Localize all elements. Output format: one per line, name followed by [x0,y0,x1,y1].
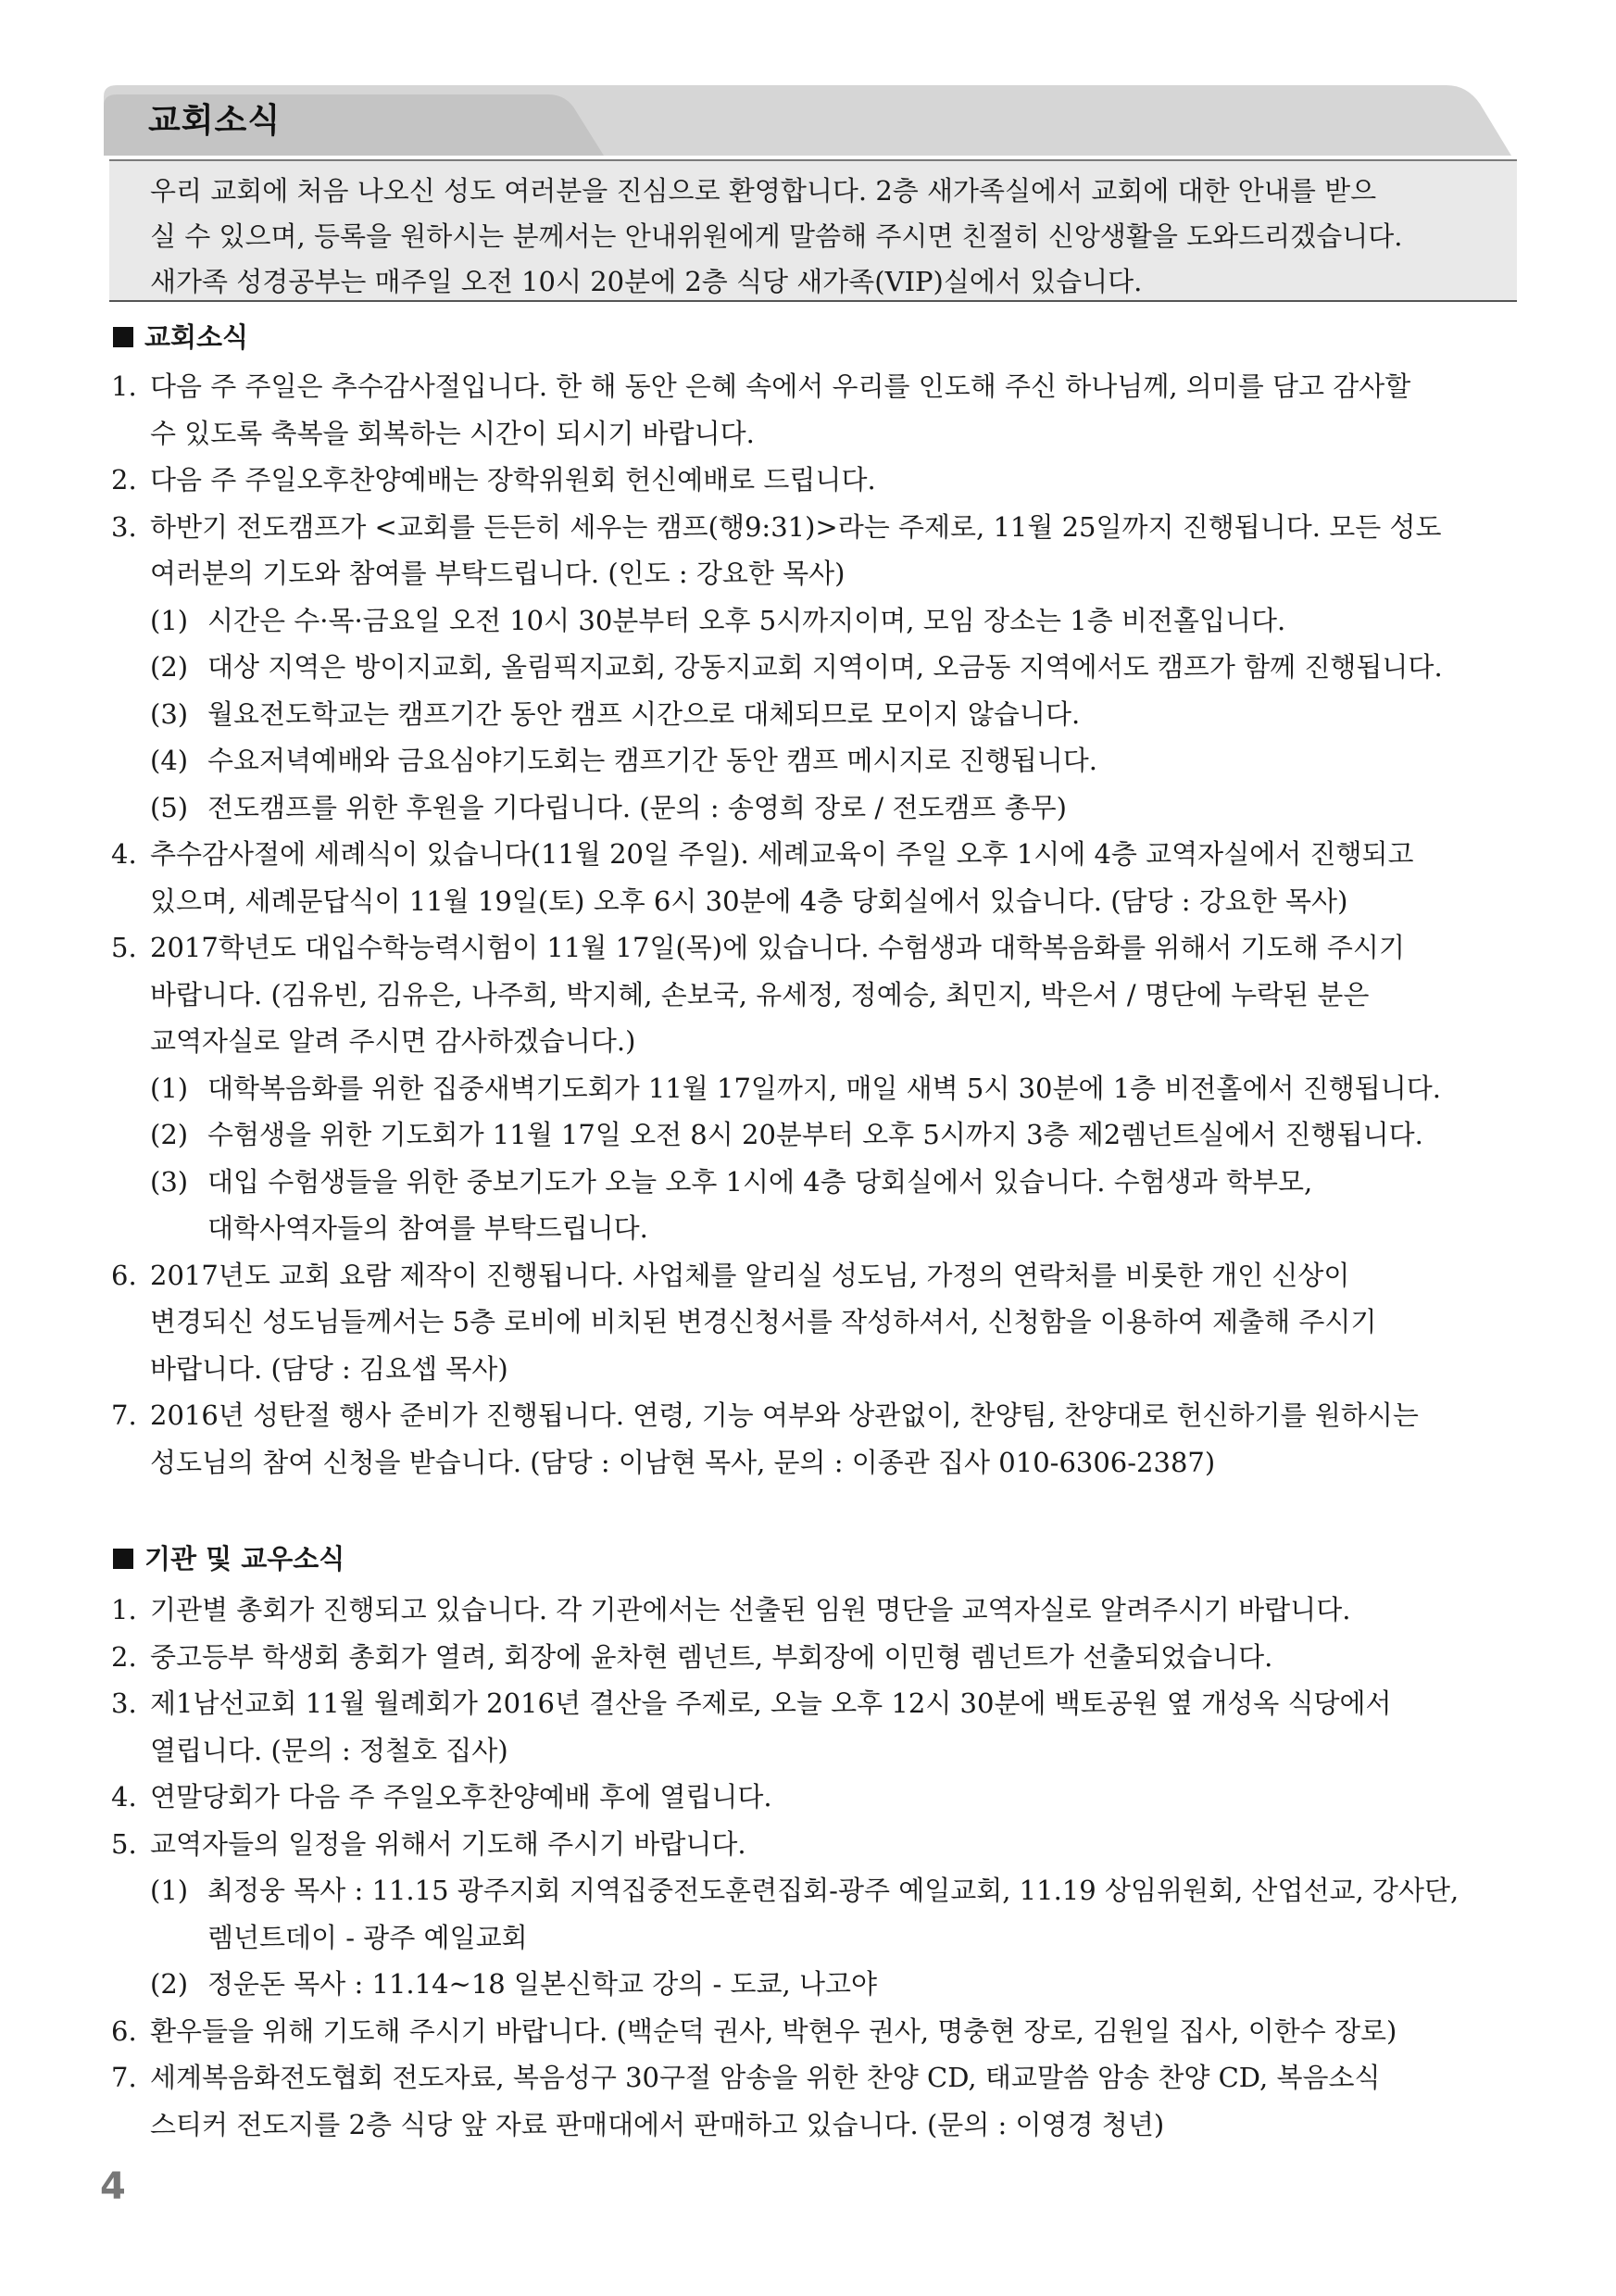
news-list [111,363,1500,1486]
section-heading-org [113,1540,344,1577]
org-list [111,1587,1500,2148]
list-item: 1. 다음 주 주일은 추수감사절입니다. 한 해 동안 은혜 속에서 우리를 인도해 주신 하나님께, 의미를 담고 감사할 [111,370,1411,402]
list-item: 2. 다음 주 주일오후찬양예배는 장학위원회 헌신예배로 드립니다. [111,464,876,496]
list-item: 6. 2017년도 교회 요람 제작이 진행됩니다. 사업체를 알리실 성도님, 가정의 연락처를 비롯한 개인 신상이 [111,1259,1350,1291]
sub-item: (1) 시간은 수·목·금요일 오전 10시 30분부터 오후 5시까지이며, 모임 장소는 1층 비전홀입니다. [150,604,1286,636]
list-item-cont: 바랍니다. (담당 : 김요셉 목사) [150,1352,508,1385]
sub-item-cont: 대학사역자들의 참여를 부탁드립니다. [207,1212,648,1244]
list-item-cont: 여러분의 기도와 참여를 부탁드립니다. (인도 : 강요한 목사) [150,558,846,589]
section-heading-news [113,319,248,356]
list-item-cont: 수 있도록 축복을 회복하는 시간이 되시기 바랍니다. [150,417,755,449]
welcome-line: 실 수 있으며, 등록을 원하시는 분께서는 안내위원에게 말씀해 주시면 친절히 신앙생활을 도와드리겠습니다. [150,220,1403,252]
section-heading-label: 교회소식 [144,321,249,353]
list-item-cont: 성도님의 참여 신청을 받습니다. (담당 : 이남현 목사, 문의 : 이종관 집사 010-6306-2387) [150,1446,1216,1478]
list-item: 1. 기관별 총회가 진행되고 있습니다. 각 기관에서는 선출된 임원 명단을 교역자실로 알려주시기 바랍니다. [111,1594,1351,1625]
list-item-cont: 교역자실로 알려 주시면 감사하겠습니다.) [150,1025,636,1057]
sub-item: (5) 전도캠프를 위한 후원을 기다립니다. (문의 : 송영희 장로 / 전도캠프 총무) [150,791,1067,823]
list-item: 3. 제1남선교회 11월 월례회가 2016년 결산을 주제로, 오늘 오후 12시 30분에 백토공원 옆 개성옥 식당에서 [111,1687,1392,1719]
list-item-cont: 스티커 전도지를 2층 식당 앞 자료 판매대에서 판매하고 있습니다. (문의 : 이영경 청년) [150,2108,1165,2140]
sub-item: (2) 대상 지역은 방이지교회, 올림픽지교회, 강동지교회 지역이며, 오금동 지역에서도 캠프가 함께 진행됩니다. [150,651,1443,683]
square-bullet-icon [113,327,133,347]
list-item: 7. 세계복음화전도협회 전도자료, 복음성구 30구절 암송을 위한 찬양 CD, 태교말씀 암송 찬양 CD, 복음소식 [111,2062,1381,2093]
list-item: 4. 연말당회가 다음 주 주일오후찬양예배 후에 열립니다. [111,1781,772,1813]
list-item: 6. 환우들을 위해 기도해 주시기 바랍니다. (백순덕 권사, 박현우 권사, 명충현 장로, 김원일 집사, 이한수 장로) [111,2014,1397,2047]
sub-item: (4) 수요저녁예배와 금요심야기도회는 캠프기간 동안 캠프 메시지로 진행됩니다. [150,745,1097,776]
sub-item: (3) 월요전도학교는 캠프기간 동안 캠프 시간으로 대체되므로 모이지 않습니다. [150,697,1081,730]
page-number: 4 [100,2165,126,2208]
list-item: 2. 중고등부 학생회 총회가 열려, 회장에 윤차현 렘넌트, 부회장에 이민형 렘넌트가 선출되었습니다. [111,1640,1273,1673]
sub-item: (2) 정운돈 목사 : 11.14~18 일본신학교 강의 - 도쿄, 나고야 [150,1968,877,2000]
list-item: 4. 추수감사절에 세례식이 있습니다(11월 20일 주일). 세례교육이 주일 오후 1시에 4층 교역자실에서 진행되고 [111,838,1414,870]
list-item-cont: 바랍니다. (김유빈, 김유은, 나주희, 박지혜, 손보국, 유세정, 정예승, 최민지, 박은서 / 명단에 누락된 분은 [150,978,1370,1010]
sub-item-cont: 렘넌트데이 - 광주 예일교회 [207,1921,528,1953]
welcome-line: 새가족 성경공부는 매주일 오전 10시 20분에 2층 식당 새가족(VIP)실에서 있습니다. [150,266,1143,297]
list-item-cont: 있으며, 세례문답식이 11월 19일(토) 오후 6시 30분에 4층 당회실에서 있습니다. (담당 : 강요한 목사) [150,885,1348,917]
sub-item: (1) 최정웅 목사 : 11.15 광주지회 지역집중전도훈련집회-광주 예일교회, 11.19 상임위원회, 산업선교, 강사단, [150,1875,1459,1906]
page-title: 교회소식 [148,102,282,140]
square-bullet-icon [113,1549,133,1569]
sub-item: (3) 대입 수험생들을 위한 중보기도가 오늘 오후 1시에 4층 당회실에서 있습니다. 수험생과 학부모, [150,1165,1313,1198]
sub-item: (1) 대학복음화를 위한 집중새벽기도회가 11월 17일까지, 매일 새벽 5시 30분에 1층 비전홀에서 진행됩니다. [150,1072,1441,1104]
list-item: 5. 2017학년도 대입수학능력시험이 11월 17일(목)에 있습니다. 수험생과 대학복음화를 위해서 기도해 주시기 [111,932,1405,963]
welcome-line: 우리 교회에 처음 나오신 성도 여러분을 진심으로 환영합니다. 2층 새가족실에서 교회에 대한 안내를 받으 [150,175,1377,207]
list-item: 5. 교역자들의 일정을 위해서 기도해 주시기 바랍니다. [111,1827,746,1860]
welcome-box [109,159,1517,302]
list-item-cont: 열립니다. (문의 : 정철호 집사) [150,1734,508,1766]
list-item: 3. 하반기 전도캠프가 <교회를 든든히 세우는 캠프(행9:31)>라는 주제로, 11월 25일까지 진행됩니다. 모든 성도 [111,510,1442,543]
list-item-cont: 변경되신 성도님들께서는 5층 로비에 비치된 변경신청서를 작성하셔서, 신청함을 이용하여 제출해 주시기 [150,1306,1377,1337]
list-item: 7. 2016년 성탄절 행사 준비가 진행됩니다. 연령, 기능 여부와 상관없이, 찬양팀, 찬양대로 헌신하기를 원하시는 [111,1399,1419,1431]
header-band [104,85,1511,157]
section-heading-label: 기관 및 교우소식 [144,1543,345,1575]
sub-item: (2) 수험생을 위한 기도회가 11월 17일 오전 8시 20분부터 오후 5시까지 3층 제2렘넌트실에서 진행됩니다. [150,1119,1423,1150]
